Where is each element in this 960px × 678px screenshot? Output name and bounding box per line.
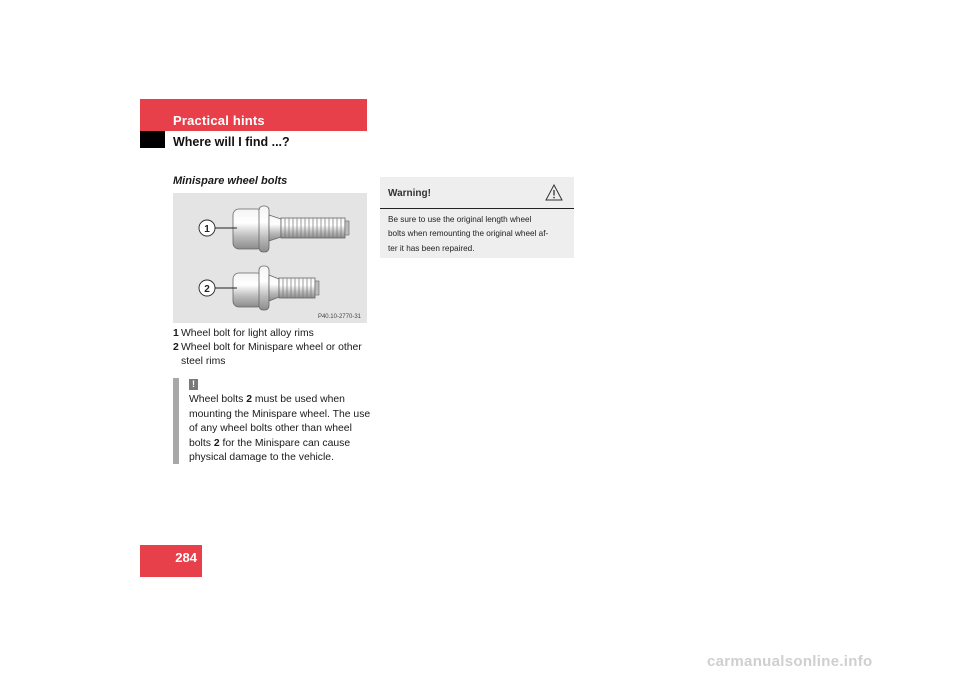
bolt-2-drawing bbox=[233, 266, 319, 310]
legend-text: Wheel bolt for Minispare wheel or other steel rims bbox=[181, 342, 362, 367]
section-heading: Minispare wheel bolts bbox=[173, 175, 288, 187]
figure-legend bbox=[173, 327, 369, 369]
page-number-box bbox=[140, 545, 202, 577]
legend-text: Wheel bolt for light alloy rims bbox=[181, 328, 314, 339]
warning-divider bbox=[380, 208, 574, 209]
figure-code: P40.10-2770-31 bbox=[317, 314, 361, 320]
wheel-bolts-illustration bbox=[173, 193, 367, 323]
warning-triangle-icon bbox=[545, 184, 563, 201]
legend-number: 1 bbox=[173, 328, 179, 339]
header-marker bbox=[140, 131, 165, 148]
watermark: carmanualsonline.info bbox=[707, 653, 873, 670]
notice-icon: ! bbox=[189, 379, 198, 390]
warning-box bbox=[380, 177, 574, 258]
legend-item bbox=[173, 327, 369, 341]
notice-text: Wheel bolts 2 must be used when mounting the Minispare wheel. The use of any wheel bolts other than wheel bolts 2 for the Minispare can cause physical damage to the vehicle. bbox=[189, 394, 371, 464]
page-number: 284 bbox=[175, 550, 197, 565]
callout-1-number: 1 bbox=[204, 224, 210, 235]
warning-text: Be sure to use the original length wheel bolts when remounting the original wheel af- ter it has been repaired. bbox=[388, 215, 549, 253]
chapter-title: Practical hints bbox=[173, 113, 265, 128]
bolt-1-drawing bbox=[233, 206, 349, 252]
notice-bar bbox=[173, 378, 179, 464]
legend-item bbox=[173, 341, 369, 369]
wheel-bolts-figure bbox=[173, 193, 367, 323]
warning-heading: Warning! bbox=[388, 188, 431, 199]
callout-2-number: 2 bbox=[204, 284, 210, 295]
section-subtitle: Where will I find ...? bbox=[173, 135, 290, 149]
legend-number: 2 bbox=[173, 342, 179, 353]
